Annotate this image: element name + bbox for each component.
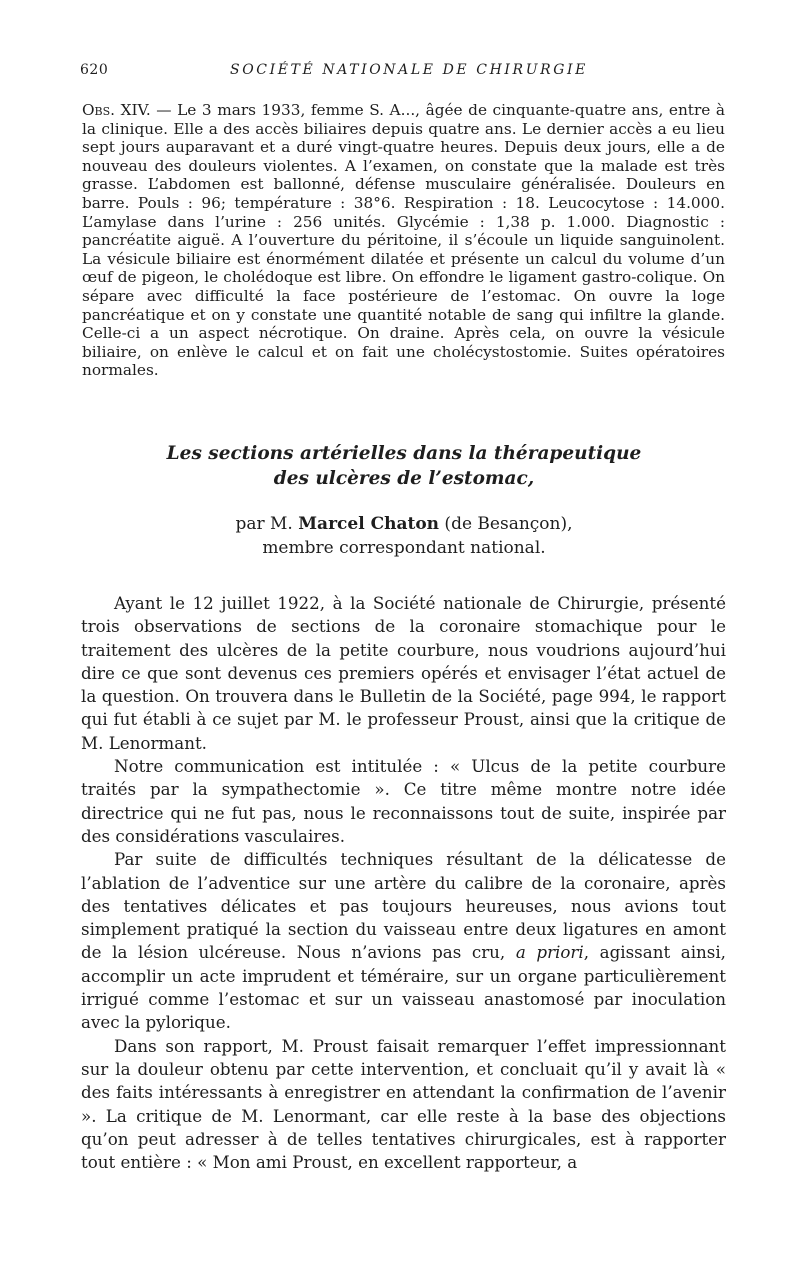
article-title-line-1: Les sections artérielles dans la thérapeutique bbox=[166, 443, 642, 464]
body-paragraph-1: Ayant le 12 juillet 1922, à la Société nationale de Chirurgie, présenté trois observations de sections de la coronaire stomachique pour le traitement des ulcères de la petite courbure, nous voudrions aujourd’hui dire ce que sont devenus ces premiers opérés et envisager l’état actuel de la question. On trouvera dans le Bulletin de la Société, page 994, le rapport qui fut établi à ce sujet par M. le professeur Proust, ainsi que la critique de M. Lenormant. bbox=[81, 593, 726, 753]
byline bbox=[80, 512, 728, 560]
journal-title: SOCIÉTÉ NATIONALE DE CHIRURGIE bbox=[230, 62, 588, 78]
byline-location: (de Besançon), bbox=[439, 514, 573, 534]
running-head bbox=[80, 62, 725, 86]
paragraph-3-text-b: , agissant ainsi, accomplir un acte imprudent et téméraire, sur un organe particulièrement irrigué comme l’estomac et sur un vaisseau anastomosé par inoculation avec la pylorique. bbox=[81, 942, 726, 1033]
article-title-line-2: des ulcères de l’estomac, bbox=[273, 468, 535, 489]
paragraph-3-italic: a priori bbox=[515, 942, 584, 963]
author-name: Marcel Chaton bbox=[298, 514, 440, 534]
body-paragraph-2: Notre communication est intitulée : « Ulcus de la petite courbure traités par la sympathectomie ». Ce titre même montre notre idée directrice qui ne fut pas, nous le reconnaissons tout de suite, inspirée par des considérations vasculaires. bbox=[81, 756, 726, 846]
observation-label: Obs. XIV. bbox=[82, 101, 151, 119]
observation-paragraph bbox=[82, 101, 725, 380]
observation-text: — Le 3 mars 1933, femme S. A..., âgée de cinquante-quatre ans, entre à la clinique. Elle a des accès biliaires depuis quatre ans. Le dernier accès a eu lieu sept jours auparavant et a duré vingt-quatre heures. Depuis deux jours, elle a de nouveau des douleurs violentes. A l’examen, on constate que la malade est très grasse. L’abdomen est ballonné, défense musculaire généralisée. Douleurs en barre. Pouls : 96; température : 38°6. Respiration : 18. Leucocytose : 14.000. L’amylase dans l’urine : 256 unités. Glycémie : 1,38 p. 1.000. Diagnostic : pancréatite aiguë. A l’ouverture du péritoine, il s’écoule un liquide sanguinolent. La vésicule biliaire est énormément dilatée et présente un calcul du volume d’un œuf de pigeon, le cholédoque est libre. On effondre le ligament gastro-colique. On sépare avec difficulté la face postérieure de l’estomac. On ouvre la loge pancréatique et on y constate une quantité notable de sang qui infiltre la glande. Celle-ci a un aspect nécrotique. On draine. Après cela, on ouvre la vésicule biliaire, on enlève le calcul et on fait une cholécystostomie. Suites opératoires normales. bbox=[82, 101, 725, 380]
article-title bbox=[80, 441, 728, 491]
article-body bbox=[81, 592, 726, 1174]
body-paragraph-4: Dans son rapport, M. Proust faisait remarquer l’effet impressionnant sur la douleur obtenu par cette intervention, et concluait qu’il y avait là « des faits intéressants à enregistrer en attendant la confirmation de l’avenir ». La critique de M. Lenormant, car elle reste à la base des objections qu’on peut adresser à de telles tentatives chirurgicales, est à rapporter tout entière : « Mon ami Proust, en excellent rapporteur, a bbox=[81, 1035, 726, 1173]
paragraph-3-text-a: Par suite de difficultés techniques résultant de la délicatesse de l’ablation de l’adventice sur une artère du calibre de la coronaire, après des tentatives délicates et pas toujours heureuses, nous avions tout simplement pratiqué la section du vaisseau entre deux ligatures en amont de la lésion ulcéreuse. Nous n’avions pas cru, bbox=[81, 849, 726, 963]
page-number: 620 bbox=[80, 62, 109, 78]
body-paragraph-3 bbox=[81, 848, 726, 1034]
byline-author-line bbox=[80, 512, 728, 536]
byline-prefix: par M. bbox=[235, 514, 299, 534]
byline-role: membre correspondant national. bbox=[262, 538, 546, 558]
